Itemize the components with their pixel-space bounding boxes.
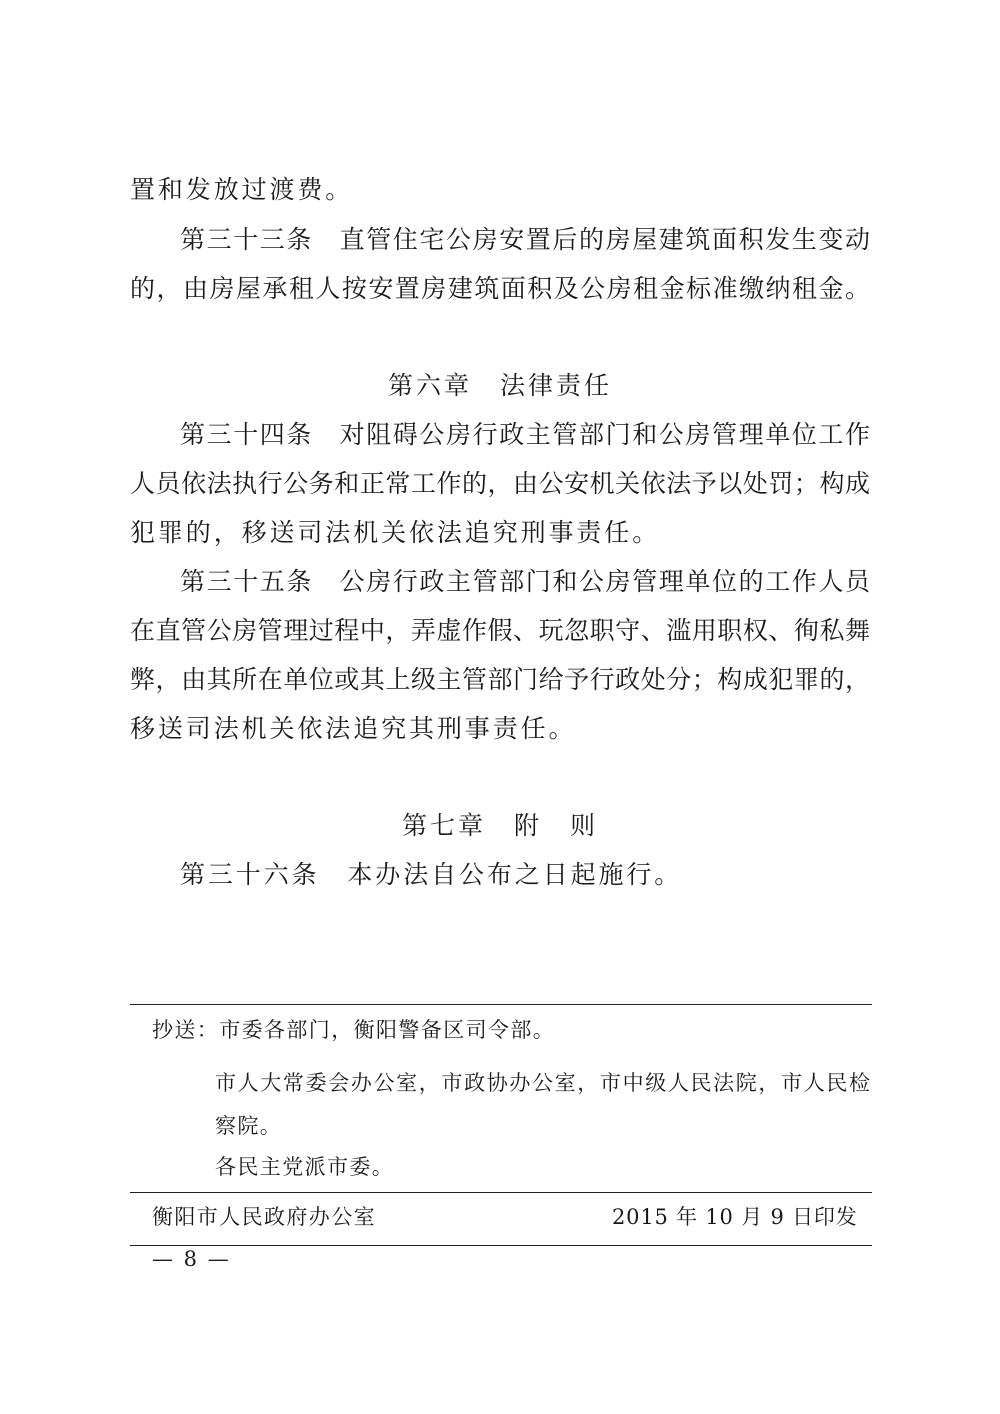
article-35-line-4: 移送司法机关依法追究其刑事责任。 [130,714,577,743]
cc-label: 抄送：市委各部门，衡阳警备区司令部。 [152,1018,556,1042]
chapter-6-heading: 第六章 法律责任 [387,371,612,400]
article-36-line-1: 第三十六条 本办法自公布之日起施行。 [180,860,683,889]
chapter-7-heading: 第七章 附 则 [401,811,598,840]
issuer-top-rule [130,1192,872,1193]
distribution-top-rule [130,1004,872,1005]
article-35-line-3: 弊，由其所在单位或其上级主管部门给予行政处分；构成犯罪的， [130,665,870,694]
cc-line-2: 市人大常委会办公室，市政协办公室，市中级人民法院，市人民检 [215,1071,870,1095]
paragraph-line: 置和发放过渡费。 [130,175,354,204]
article-34-line-1: 第三十四条 对阻碍公房行政主管部门和公房管理单位工作 [180,420,870,449]
article-34-line-3: 犯罪的，移送司法机关依法追究刑事责任。 [130,518,661,547]
issuer: 衡阳市人民政府办公室 [152,1205,376,1229]
article-33-line-2: 的，由房屋承租人按安置房建筑面积及公房租金标准缴纳租金。 [130,274,870,303]
cc-line-3: 察院。 [215,1114,283,1138]
page-number: — 8 — [152,1247,231,1271]
cc-line-4: 各民主党派市委。 [215,1155,395,1179]
article-35-line-2: 在直管公房管理过程中，弄虚作假、玩忽职守、滥用职权、徇私舞 [130,616,870,645]
article-35-line-1: 第三十五条 公房行政主管部门和公房管理单位的工作人员 [180,567,870,596]
issuer-bottom-rule [130,1245,872,1246]
article-33-line-1: 第三十三条 直管住宅公房安置后的房屋建筑面积发生变动 [180,225,870,254]
article-34-line-2: 人员依法执行公务和正常工作的，由公安机关依法予以处罚；构成 [130,469,870,498]
issue-date: 2015 年 10 月 9 日印发 [612,1205,858,1229]
